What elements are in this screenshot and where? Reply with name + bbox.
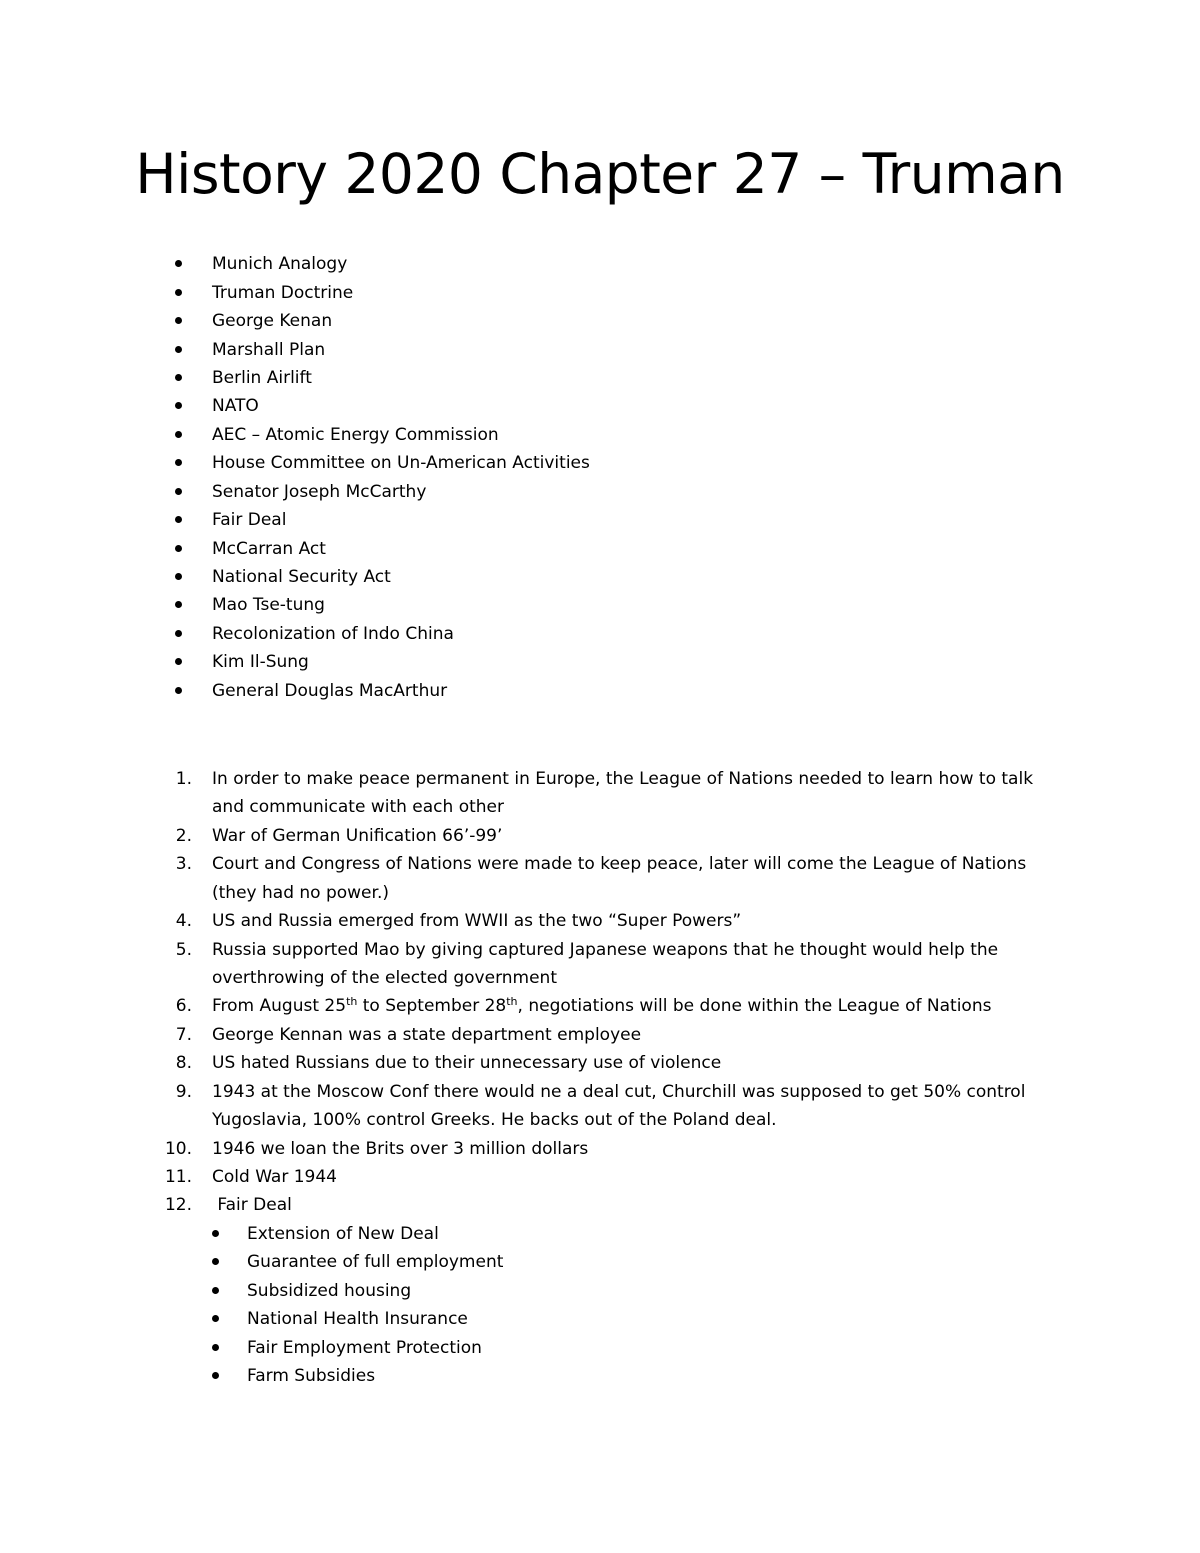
note-text: and communicate with each other bbox=[212, 797, 504, 817]
note-number: 11. bbox=[164, 1167, 192, 1187]
bullet-icon bbox=[175, 431, 182, 438]
superscript: th bbox=[506, 995, 518, 1008]
bullet-icon bbox=[212, 1372, 219, 1379]
note-text: In order to make peace permanent in Europe, the League of Nations needed to learn how to talk bbox=[212, 769, 1034, 789]
note-text: US hated Russians due to their unnecessary use of violence bbox=[212, 1053, 722, 1073]
note-text: overthrowing of the elected government bbox=[212, 968, 557, 988]
bullet-icon bbox=[212, 1230, 219, 1237]
term-text: Mao Tse-tung bbox=[212, 595, 325, 615]
bullet-icon bbox=[175, 346, 182, 353]
note-number: 6. bbox=[175, 996, 192, 1016]
note-text: 1943 at the Moscow Conf there would ne a deal cut, Churchill was supposed to get 50% control bbox=[212, 1082, 1026, 1102]
term-text: General Douglas MacArthur bbox=[212, 681, 448, 701]
term-text: Kim Il-Sung bbox=[212, 652, 309, 672]
fair-deal-text: Fair Employment Protection bbox=[247, 1338, 482, 1358]
bullet-icon bbox=[175, 488, 182, 495]
bullet-icon bbox=[175, 687, 182, 694]
note-text: US and Russia emerged from WWII as the two “Super Powers” bbox=[212, 911, 742, 931]
note-number: 12. bbox=[164, 1195, 192, 1215]
bullet-icon bbox=[175, 260, 182, 267]
superscript: th bbox=[346, 995, 358, 1008]
bullet-icon bbox=[212, 1315, 219, 1322]
bullet-icon bbox=[175, 289, 182, 296]
term-text: McCarran Act bbox=[212, 539, 326, 559]
fair-deal-text: Guarantee of full employment bbox=[247, 1252, 504, 1272]
note-text: War of German Unification 66’-99’ bbox=[212, 826, 503, 846]
bullet-icon bbox=[212, 1287, 219, 1294]
note-text-part: , negotiations will be done within the League of Nations bbox=[517, 996, 992, 1016]
note-text-part: to September 28 bbox=[357, 996, 507, 1016]
term-text: Berlin Airlift bbox=[212, 368, 312, 388]
note-text: Yugoslavia, 100% control Greeks. He backs out of the Poland deal. bbox=[212, 1110, 777, 1130]
term-text: AEC – Atomic Energy Commission bbox=[212, 425, 499, 445]
note-number: 5. bbox=[175, 940, 192, 960]
bullet-icon bbox=[175, 459, 182, 466]
bullet-icon bbox=[212, 1344, 219, 1351]
note-text: Court and Congress of Nations were made to keep peace, later will come the League of Nations bbox=[212, 854, 1027, 874]
note-text: Fair Deal bbox=[212, 1195, 292, 1215]
note-number: 7. bbox=[175, 1025, 192, 1045]
note-number: 1. bbox=[175, 769, 192, 789]
term-text: National Security Act bbox=[212, 567, 391, 587]
fair-deal-text: Farm Subsidies bbox=[247, 1366, 376, 1386]
term-text: Recolonization of Indo China bbox=[212, 624, 454, 644]
note-text: 1946 we loan the Brits over 3 million dollars bbox=[212, 1139, 589, 1159]
term-text: Senator Joseph McCarthy bbox=[212, 482, 427, 502]
bullet-icon bbox=[212, 1258, 219, 1265]
note-number: 8. bbox=[175, 1053, 192, 1073]
term-text: Truman Doctrine bbox=[212, 283, 354, 303]
bullet-icon bbox=[175, 516, 182, 523]
bullet-icon bbox=[175, 630, 182, 637]
note-text: Cold War 1944 bbox=[212, 1167, 337, 1187]
term-text: NATO bbox=[212, 396, 259, 416]
note-number: 3. bbox=[175, 854, 192, 874]
note-text: Russia supported Mao by giving captured Japanese weapons that he thought would help the bbox=[212, 940, 999, 960]
page-title: History 2020 Chapter 27 – Truman bbox=[135, 142, 1065, 206]
fair-deal-text: Extension of New Deal bbox=[247, 1224, 439, 1244]
term-text: George Kenan bbox=[212, 311, 333, 331]
term-text: Fair Deal bbox=[212, 510, 287, 530]
term-text: Marshall Plan bbox=[212, 340, 326, 360]
bullet-icon bbox=[175, 658, 182, 665]
note-number: 4. bbox=[175, 911, 192, 931]
bullet-icon bbox=[175, 402, 182, 409]
note-number: 9. bbox=[175, 1082, 192, 1102]
note-number: 10. bbox=[164, 1139, 192, 1159]
fair-deal-text: National Health Insurance bbox=[247, 1309, 468, 1329]
note-text bbox=[212, 995, 991, 1017]
bullet-icon bbox=[175, 545, 182, 552]
note-text-part: From August 25 bbox=[212, 996, 347, 1016]
term-text: Munich Analogy bbox=[212, 254, 348, 274]
note-text: (they had no power.) bbox=[212, 883, 389, 903]
bullet-icon bbox=[175, 573, 182, 580]
bullet-icon bbox=[175, 317, 182, 324]
note-number: 2. bbox=[175, 826, 192, 846]
fair-deal-text: Subsidized housing bbox=[247, 1281, 412, 1301]
note-text: George Kennan was a state department employee bbox=[212, 1025, 642, 1045]
term-text: House Committee on Un-American Activities bbox=[212, 453, 590, 473]
bullet-icon bbox=[175, 601, 182, 608]
bullet-icon bbox=[175, 374, 182, 381]
